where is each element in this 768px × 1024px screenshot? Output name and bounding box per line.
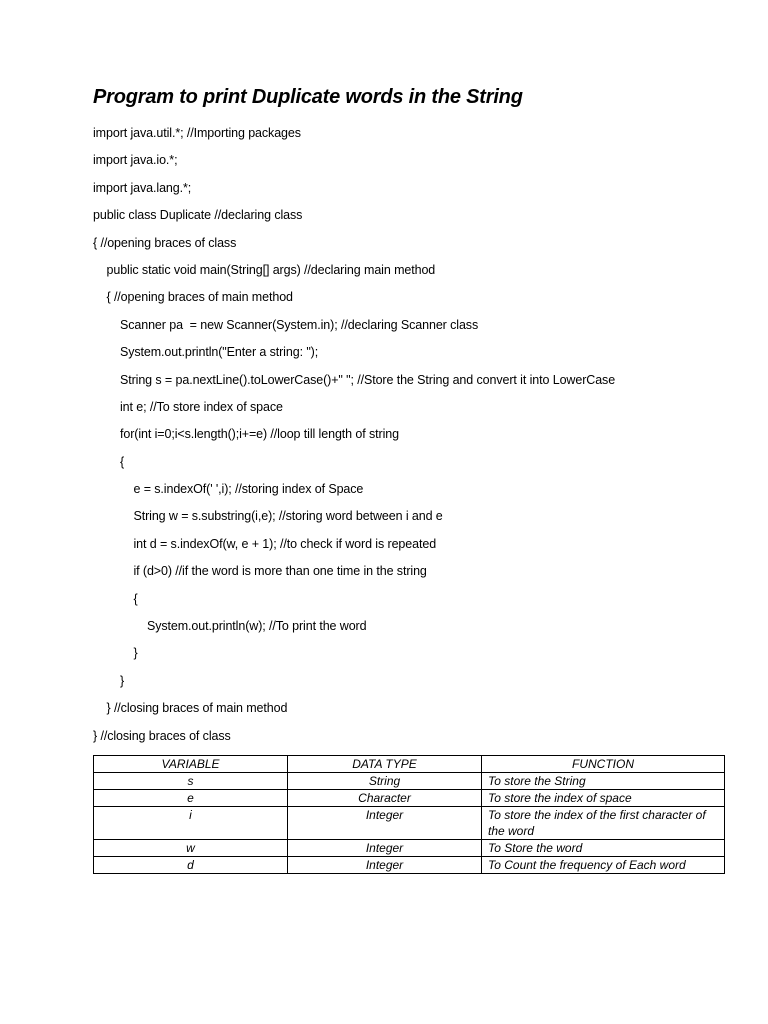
cell-data-type: Character (288, 790, 482, 807)
table-row (94, 790, 725, 807)
cell-variable: s (94, 773, 288, 790)
page-title: Program to print Duplicate words in the String (93, 86, 523, 108)
code-line: System.out.println("Enter a string: "); (93, 345, 319, 360)
code-line: e = s.indexOf(' ',i); //storing index of Space (93, 482, 364, 497)
code-line: } (93, 673, 125, 688)
code-line: import java.util.*; //Importing packages (93, 126, 301, 140)
code-line: String w = s.substring(i,e); //storing word between i and e (93, 509, 443, 524)
cell-function: To store the String (482, 773, 725, 790)
table-row (94, 857, 725, 874)
cell-variable: d (94, 857, 288, 874)
cell-variable: i (94, 807, 288, 840)
code-line: } //closing braces of main method (93, 701, 288, 716)
code-line: System.out.println(w); //To print the word (93, 619, 367, 634)
code-line: { //opening braces of class (93, 235, 237, 250)
code-line: if (d>0) //if the word is more than one time in the string (93, 564, 427, 579)
cell-data-type: Integer (288, 840, 482, 857)
code-line: import java.io.*; (93, 153, 178, 168)
variable-table (93, 755, 725, 874)
table-row (94, 807, 725, 840)
cell-variable: w (94, 840, 288, 857)
code-line: { (93, 591, 138, 606)
code-line: } (93, 646, 138, 661)
table-row (94, 773, 725, 790)
code-line: int d = s.indexOf(w, e + 1); //to check if word is repeated (93, 536, 437, 551)
cell-variable: e (94, 790, 288, 807)
cell-data-type: String (288, 773, 482, 790)
cell-function: To Count the frequency of Each word (482, 857, 725, 874)
cell-function: To Store the word (482, 840, 725, 857)
column-header-data-type: DATA TYPE (288, 756, 482, 773)
code-line: import java.lang.*; (93, 180, 192, 195)
code-line: public class Duplicate //declaring class (93, 208, 303, 223)
column-header-function: FUNCTION (482, 756, 725, 773)
column-header-variable: VARIABLE (94, 756, 288, 773)
cell-function: To store the index of space (482, 790, 725, 807)
cell-function: To store the index of the first character of the word (482, 807, 725, 840)
cell-data-type: Integer (288, 857, 482, 874)
table-header-row (94, 756, 725, 773)
cell-data-type: Integer (288, 807, 482, 840)
code-listing (93, 124, 615, 754)
code-line: Scanner pa = new Scanner(System.in); //declaring Scanner class (93, 317, 479, 332)
code-line: for(int i=0;i<s.length();i+=e) //loop till length of string (93, 427, 399, 442)
code-line: public static void main(String[] args) //declaring main method (93, 262, 436, 277)
code-line: } //closing braces of class (93, 728, 231, 743)
table-row (94, 840, 725, 857)
code-line: { (93, 454, 125, 469)
code-line: String s = pa.nextLine().toLowerCase()+" "; //Store the String and convert it into LowerCase (93, 372, 616, 387)
code-line: int e; //To store index of space (93, 399, 283, 414)
code-line: { //opening braces of main method (93, 290, 293, 305)
